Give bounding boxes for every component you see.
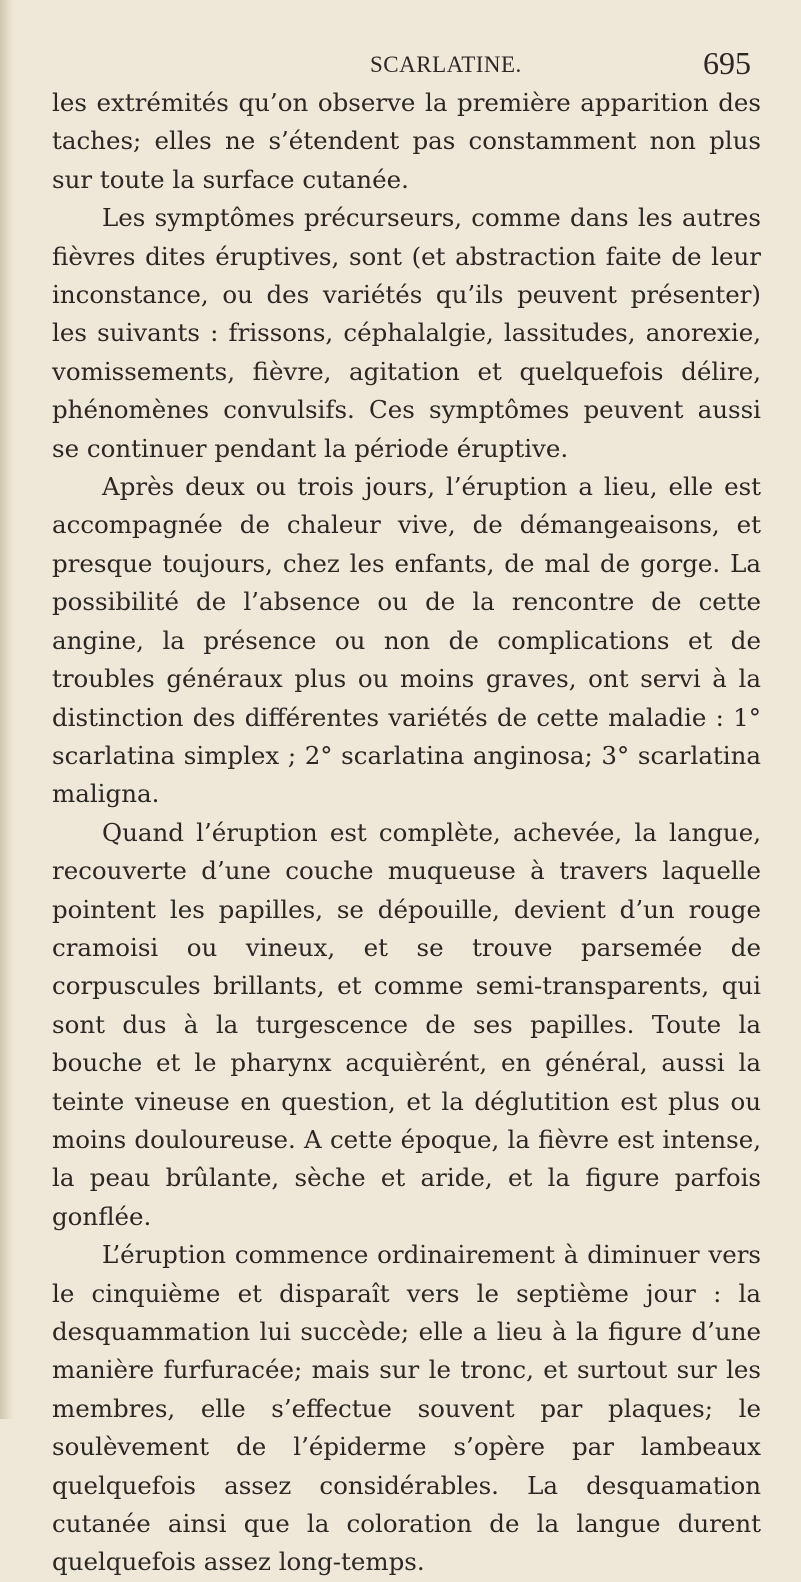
- paragraph-2: Les symptômes précurseurs, comme dans les autres fièvres dites éruptives, sont (et abstraction faite de leur inconstance, ou des variétés qu’ils peuvent présenter) les suivants : frissons, céphalalgie, lassitudes, anorexie, vomissements, fièvre, agitation et quelquefois délire, phénomènes convulsifs. Ces symptômes peuvent aussi se continuer pendant la période éruptive.: [52, 203, 761, 463]
- paragraph-1: les extrémités qu’on observe la première apparition des taches; elles ne s’étendent pas constamment non plus sur toute la surface cutanée.: [52, 88, 761, 194]
- page-header: [50, 42, 761, 82]
- page-edge-shadow: [0, 0, 14, 1419]
- body-text: [52, 84, 761, 1582]
- paragraph-5: L’éruption commence ordinairement à diminuer vers le cinquième et disparaît vers le septième jour : la desquammation lui succède; elle a lieu à la figure d’une manière furfuracée; mais sur le tronc, et surtout sur les membres, elle s’effectue souvent par plaques; le soulèvement de l’épiderme s’opère par lambeaux quelquefois assez considérables. La desquamation cutanée ainsi que la coloration de la langue durent quelquefois assez long-temps.: [52, 1240, 761, 1577]
- page-number: 695: [703, 45, 751, 81]
- paragraph-3: Après deux ou trois jours, l’éruption a lieu, elle est accompagnée de chaleur vive, de démangeaisons, et presque toujours, chez les enfants, de mal de gorge. La possibilité de l’absence ou de la rencontre de cette angine, la présence ou non de complications et de troubles généraux plus ou moins graves, ont servi à la distinction des différentes variétés de cette maladie : 1° scarlatina simplex ; 2° scarlatina anginosa; 3° scarlatina maligna.: [52, 472, 761, 809]
- paragraph-4: Quand l’éruption est complète, achevée, la langue, recouverte d’une couche muqueuse à travers laquelle pointent les papilles, se dépouille, devient d’un rouge cramoisi ou vineux, et se trouve parsemée de corpuscules brillants, et comme semi-transparents, qui sont dus à la turgescence de ses papilles. Toute la bouche et le pharynx acquièrént, en général, aussi la teinte vineuse en question, et la déglutition est plus ou moins douloureuse. A cette époque, la fièvre est intense, la peau brûlante, sèche et aride, et la figure parfois gonflée.: [52, 817, 761, 1231]
- running-title: SCARLATINE.: [370, 52, 522, 77]
